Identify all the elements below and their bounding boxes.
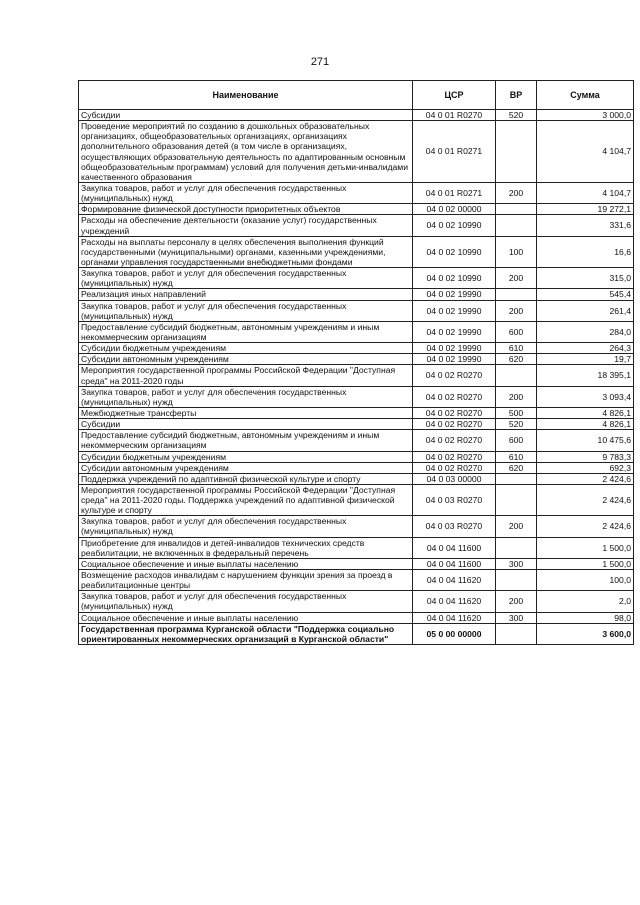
cell-sum: 692,3: [537, 462, 634, 473]
cell-name: Государственная программа Курганской области "Поддержка социально ориентированных некоммерческих организаций в Курганской области": [79, 623, 413, 644]
table-row: [79, 537, 634, 558]
cell-csr: 04 0 01 R0270: [413, 110, 496, 121]
cell-csr: 04 0 02 R0270: [413, 419, 496, 430]
cell-vr: 610: [496, 451, 537, 462]
table-row: [79, 300, 634, 321]
cell-vr: 620: [496, 462, 537, 473]
cell-name: Приобретение для инвалидов и детей-инвалидов технических средств реабилитации, не включенных в федеральный перечень: [79, 537, 413, 558]
cell-vr: 200: [496, 300, 537, 321]
cell-csr: 04 0 01 R0271: [413, 121, 496, 183]
cell-vr: [496, 365, 537, 386]
table-row: [79, 354, 634, 365]
cell-csr: 04 0 02 R0270: [413, 386, 496, 407]
cell-csr: 04 0 02 19990: [413, 321, 496, 342]
cell-sum: 3 600,0: [537, 623, 634, 644]
cell-csr: 04 0 04 11620: [413, 570, 496, 591]
table-row: [79, 558, 634, 569]
cell-sum: 19 272,1: [537, 204, 634, 215]
cell-name: Субсидии бюджетным учреждениям: [79, 343, 413, 354]
cell-csr: 04 0 02 10990: [413, 268, 496, 289]
cell-vr: 300: [496, 558, 537, 569]
table-row: [79, 591, 634, 612]
cell-sum: 2 424,6: [537, 473, 634, 484]
cell-csr: 04 0 04 11600: [413, 558, 496, 569]
table-row: [79, 343, 634, 354]
table-header-row: [79, 81, 634, 110]
cell-vr: 200: [496, 516, 537, 537]
table-body: [79, 110, 634, 645]
cell-vr: 500: [496, 407, 537, 418]
table-row: [79, 365, 634, 386]
table-row: [79, 451, 634, 462]
cell-sum: 3 000,0: [537, 110, 634, 121]
cell-sum: 100,0: [537, 570, 634, 591]
cell-sum: 3 093,4: [537, 386, 634, 407]
cell-csr: 04 0 02 19990: [413, 354, 496, 365]
cell-name: Закупка товаров, работ и услуг для обеспечения государственных (муниципальных) нужд: [79, 300, 413, 321]
table-row: [79, 121, 634, 183]
cell-vr: [496, 570, 537, 591]
cell-name: Субсидии автономным учреждениям: [79, 462, 413, 473]
cell-sum: 2 424,6: [537, 484, 634, 515]
cell-name: Формирование физической доступности приоритетных объектов: [79, 204, 413, 215]
table-row: [79, 462, 634, 473]
cell-csr: 04 0 01 R0271: [413, 182, 496, 203]
cell-name: Социальное обеспечение и иные выплаты населению: [79, 558, 413, 569]
cell-csr: 04 0 02 R0270: [413, 365, 496, 386]
cell-vr: [496, 473, 537, 484]
cell-csr: 04 0 03 00000: [413, 473, 496, 484]
cell-vr: 200: [496, 182, 537, 203]
cell-sum: 284,0: [537, 321, 634, 342]
cell-vr: 300: [496, 612, 537, 623]
cell-name: Мероприятия государственной программы Российской Федерации "Доступная среда" на 2011-2020 годы: [79, 365, 413, 386]
cell-name: Проведение мероприятий по созданию в дошкольных образовательных организациях, общеобразовательных организациях, организациях дополнительного образования детей (в том числе в организациях, осуществляющих образовательную деятельность по адаптированным основным общеобразовательным программам) условий для получения детьми-инвалидами качественного образования: [79, 121, 413, 183]
cell-sum: 98,0: [537, 612, 634, 623]
cell-csr: 05 0 00 00000: [413, 623, 496, 644]
cell-name: Закупка товаров, работ и услуг для обеспечения государственных (муниципальных) нужд: [79, 516, 413, 537]
table-row: [79, 182, 634, 203]
cell-sum: 10 475,6: [537, 430, 634, 451]
cell-csr: 04 0 02 R0270: [413, 462, 496, 473]
cell-name: Предоставление субсидий бюджетным, автономным учреждениям и иным некоммерческим организациям: [79, 430, 413, 451]
cell-sum: 4 104,7: [537, 182, 634, 203]
cell-vr: 600: [496, 321, 537, 342]
header-csr: ЦСР: [413, 81, 496, 110]
table-row: [79, 473, 634, 484]
cell-name: Расходы на выплаты персоналу в целях обеспечения выполнения функций государственными (муниципальными) органами, казенными учреждениями, органами управления государственными внебюджетными фондами: [79, 236, 413, 267]
table-row: [79, 430, 634, 451]
cell-vr: [496, 484, 537, 515]
cell-sum: 264,3: [537, 343, 634, 354]
cell-sum: 545,4: [537, 289, 634, 300]
header-sum: Сумма: [537, 81, 634, 110]
cell-name: Реализация иных направлений: [79, 289, 413, 300]
cell-vr: 520: [496, 419, 537, 430]
table-row: [79, 321, 634, 342]
table-row: [79, 236, 634, 267]
table-row: [79, 204, 634, 215]
cell-name: Субсидии: [79, 110, 413, 121]
cell-name: Закупка товаров, работ и услуг для обеспечения государственных (муниципальных) нужд: [79, 386, 413, 407]
page-number: 271: [310, 56, 330, 68]
table-row: [79, 419, 634, 430]
cell-sum: 331,6: [537, 215, 634, 236]
cell-name: Поддержка учреждений по адаптивной физической культуре и спорту: [79, 473, 413, 484]
table-row: [79, 484, 634, 515]
table-row: [79, 407, 634, 418]
cell-csr: 04 0 02 19990: [413, 300, 496, 321]
cell-vr: [496, 204, 537, 215]
table-row: [79, 386, 634, 407]
table-row: [79, 623, 634, 644]
cell-csr: 04 0 02 R0270: [413, 451, 496, 462]
cell-sum: 9 783,3: [537, 451, 634, 462]
cell-vr: 200: [496, 268, 537, 289]
table-row: [79, 289, 634, 300]
cell-vr: 100: [496, 236, 537, 267]
table-row: [79, 268, 634, 289]
cell-vr: [496, 121, 537, 183]
budget-table: [78, 80, 634, 645]
cell-name: Межбюджетные трансферты: [79, 407, 413, 418]
cell-name: Закупка товаров, работ и услуг для обеспечения государственных (муниципальных) нужд: [79, 268, 413, 289]
cell-sum: 19,7: [537, 354, 634, 365]
cell-csr: 04 0 04 11620: [413, 591, 496, 612]
cell-sum: 4 826,1: [537, 419, 634, 430]
header-vr: ВР: [496, 81, 537, 110]
cell-vr: 200: [496, 386, 537, 407]
table-row: [79, 110, 634, 121]
table-row: [79, 516, 634, 537]
cell-sum: 18 395,1: [537, 365, 634, 386]
table-row: [79, 612, 634, 623]
cell-vr: [496, 623, 537, 644]
cell-sum: 4 104,7: [537, 121, 634, 183]
cell-sum: 1 500,0: [537, 558, 634, 569]
cell-name: Расходы на обеспечение деятельности (оказание услуг) государственных учреждений: [79, 215, 413, 236]
cell-vr: 200: [496, 591, 537, 612]
cell-sum: 1 500,0: [537, 537, 634, 558]
cell-vr: 600: [496, 430, 537, 451]
cell-vr: [496, 215, 537, 236]
cell-csr: 04 0 04 11600: [413, 537, 496, 558]
cell-vr: [496, 289, 537, 300]
cell-csr: 04 0 03 R0270: [413, 484, 496, 515]
cell-name: Субсидии автономным учреждениям: [79, 354, 413, 365]
cell-name: Субсидии бюджетным учреждениям: [79, 451, 413, 462]
cell-name: Закупка товаров, работ и услуг для обеспечения государственных (муниципальных) нужд: [79, 182, 413, 203]
cell-csr: 04 0 02 00000: [413, 204, 496, 215]
cell-name: Предоставление субсидий бюджетным, автономным учреждениям и иным некоммерческим организациям: [79, 321, 413, 342]
cell-csr: 04 0 04 11620: [413, 612, 496, 623]
cell-sum: 315,0: [537, 268, 634, 289]
cell-name: Мероприятия государственной программы Российской Федерации "Доступная среда" на 2011-2020 годы. Поддержка учреждений по адаптивной физической культуре и спорту: [79, 484, 413, 515]
header-name: Наименование: [79, 81, 413, 110]
cell-csr: 04 0 03 R0270: [413, 516, 496, 537]
cell-name: Субсидии: [79, 419, 413, 430]
cell-csr: 04 0 02 19990: [413, 343, 496, 354]
cell-vr: 520: [496, 110, 537, 121]
cell-csr: 04 0 02 10990: [413, 236, 496, 267]
cell-sum: 2 424,6: [537, 516, 634, 537]
cell-sum: 16,6: [537, 236, 634, 267]
cell-vr: [496, 537, 537, 558]
cell-sum: 261,4: [537, 300, 634, 321]
cell-csr: 04 0 02 R0270: [413, 430, 496, 451]
cell-csr: 04 0 02 R0270: [413, 407, 496, 418]
cell-csr: 04 0 02 19990: [413, 289, 496, 300]
cell-name: Социальное обеспечение и иные выплаты населению: [79, 612, 413, 623]
cell-name: Возмещение расходов инвалидам с нарушением функции зрения за проезд в реабилитационные центры: [79, 570, 413, 591]
table-row: [79, 215, 634, 236]
cell-sum: 2,0: [537, 591, 634, 612]
cell-vr: 620: [496, 354, 537, 365]
cell-sum: 4 826,1: [537, 407, 634, 418]
cell-csr: 04 0 02 10990: [413, 215, 496, 236]
table-row: [79, 570, 634, 591]
cell-vr: 610: [496, 343, 537, 354]
cell-name: Закупка товаров, работ и услуг для обеспечения государственных (муниципальных) нужд: [79, 591, 413, 612]
